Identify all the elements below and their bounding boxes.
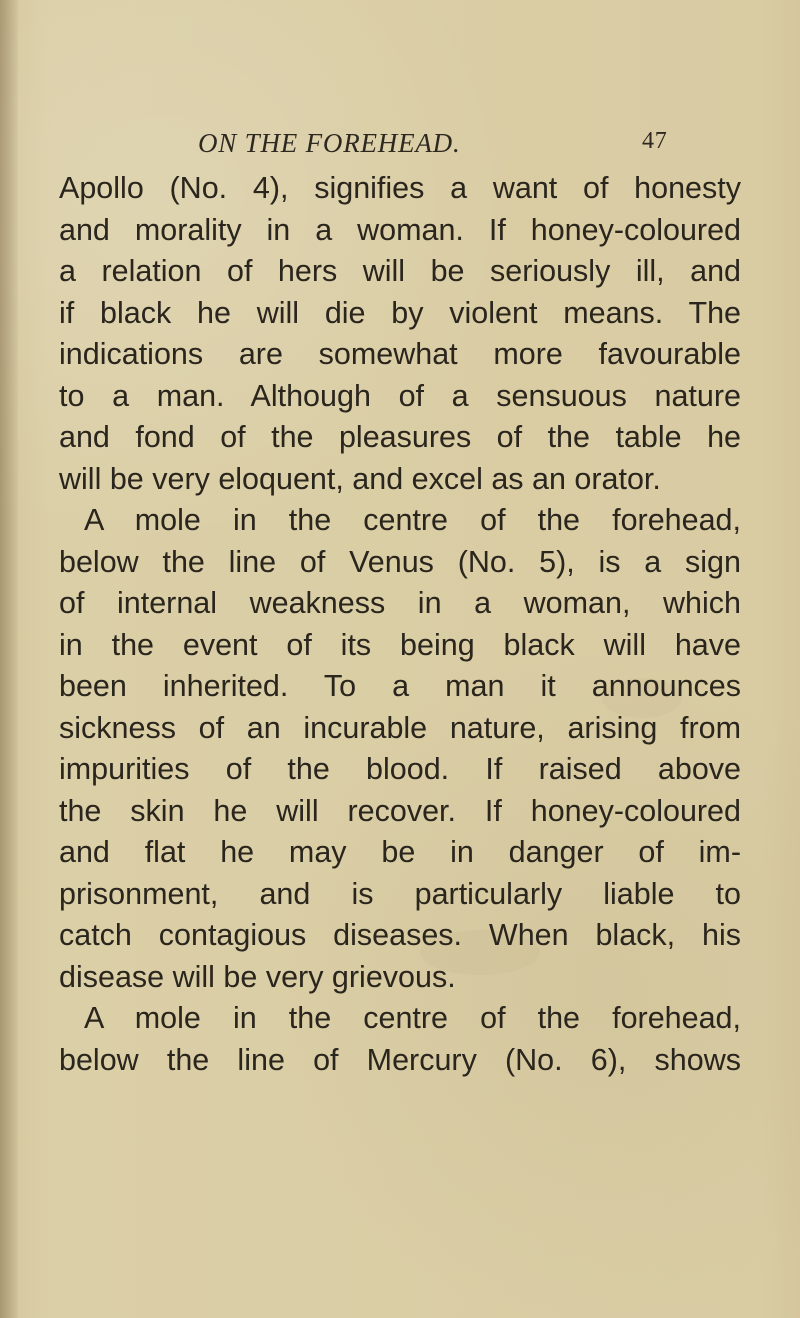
text-line: below the line of Venus (No. 5), is a sign <box>59 544 741 579</box>
text-line: a relation of hers will be seriously ill, and <box>59 254 741 288</box>
text-line: will be very eloquent, and excel as an orator. <box>59 461 661 496</box>
text-line: of internal weakness in a woman, which <box>59 586 741 620</box>
text-line: prisonment, and is particularly liable to <box>59 876 741 911</box>
text-line: sickness of an incurable nature, arising from <box>59 710 741 745</box>
body-text <box>59 168 741 1081</box>
text-line: in the event of its being black will have <box>59 627 741 662</box>
page-edge-shadow <box>0 0 18 1318</box>
text-line: below the line of Mercury (No. 6), shows <box>59 1042 741 1077</box>
text-line: to a man. Although of a sensuous nature <box>59 378 741 413</box>
text-line: disease will be very grievous. <box>59 959 456 994</box>
page-number: 47 <box>642 128 668 154</box>
text-line: A mole in the centre of the forehead, <box>84 503 741 537</box>
text-line: and fond of the pleasures of the table he <box>59 420 741 454</box>
running-title: ON THE FOREHEAD. <box>198 128 461 158</box>
text-line: indications are somewhat more favourable <box>59 337 741 371</box>
text-line: A mole in the centre of the forehead, <box>84 1001 741 1035</box>
text-line: and morality in a woman. If honey-coloured <box>59 212 741 247</box>
text-line: been inherited. To a man it announces <box>59 669 741 703</box>
text-line: Apollo (No. 4), signifies a want of honesty <box>59 171 741 205</box>
text-line: the skin he will recover. If honey-coloured <box>59 793 741 828</box>
text-line: impurities of the blood. If raised above <box>59 752 741 786</box>
running-header <box>198 128 678 170</box>
text-line: catch contagious diseases. When black, his <box>59 918 741 952</box>
text-line: and flat he may be in danger of im- <box>59 835 741 869</box>
text-line: if black he will die by violent means. The <box>59 295 741 330</box>
